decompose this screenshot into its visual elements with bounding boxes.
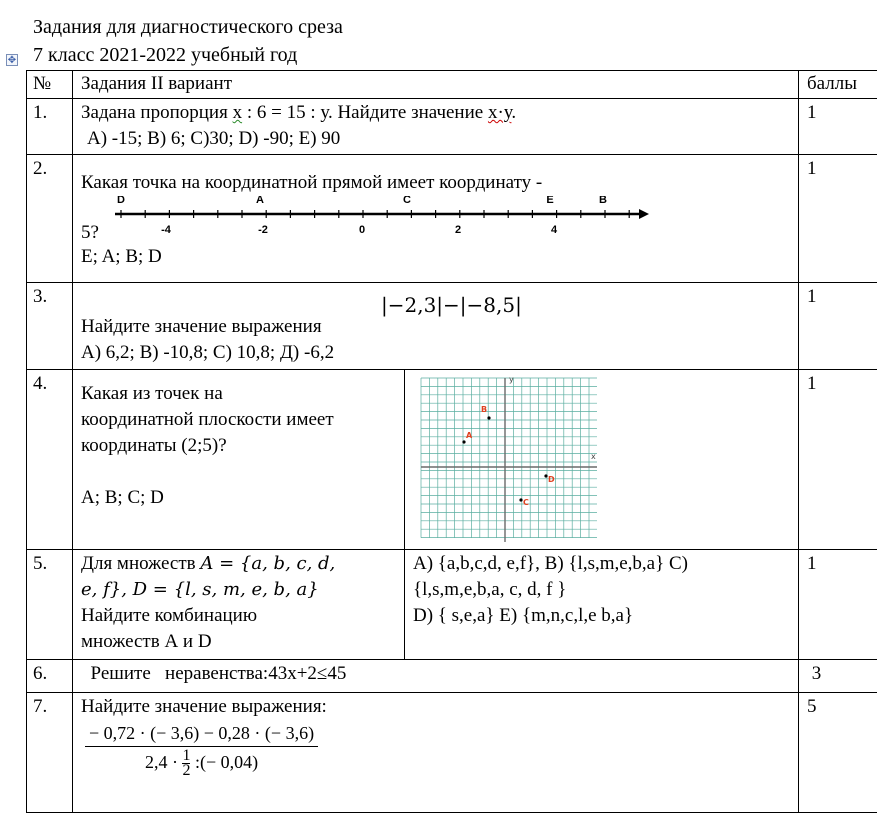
set-definition-cont: e, f}, D = {l, s, m, e, b, a} xyxy=(81,577,398,603)
row-number: 7. xyxy=(27,693,73,813)
set-definition: A = {a, b, c, d, xyxy=(200,553,335,574)
number-line xyxy=(111,196,671,244)
row-number: 6. xyxy=(27,660,73,693)
task-text: Задана пропорция х : 6 = 15 : у. Найдите значение х·у. xyxy=(81,102,516,123)
task-cell xyxy=(73,99,799,155)
table-row xyxy=(27,660,877,693)
task-text-line: Найдите комбинацию xyxy=(81,603,398,629)
answer-line: D) { s,e,a} E) {m,n,c,l,e b,a} xyxy=(413,603,792,629)
task-cell: Для множеств A = {a, b, c, d, e, f}, D = {l, s, m, e, b, a} Найдите комбинацию множеств А и D xyxy=(73,550,405,660)
tick-label: 0 xyxy=(359,224,365,236)
row-number: 1. xyxy=(27,99,73,155)
table-header-row xyxy=(27,71,877,99)
table-row xyxy=(27,99,877,155)
task-cell xyxy=(73,370,405,550)
point-label-b: B xyxy=(599,196,607,206)
answer-line: {l,s,m,e,b,a, c, d, f } xyxy=(413,577,792,603)
header-num: № xyxy=(27,71,73,99)
task-text-tail: 5? xyxy=(81,220,99,246)
table-row xyxy=(27,550,877,660)
coordinate-plane xyxy=(417,374,597,544)
graph-cell xyxy=(405,370,799,550)
header-points: баллы xyxy=(799,71,877,99)
task-text-line: множеств А и D xyxy=(81,629,398,655)
answer-options: А) -15; В) 6; С)30; D) -90; Е) 90 xyxy=(81,126,792,152)
row-number: 3. xyxy=(27,283,73,370)
tasks-table xyxy=(26,70,877,813)
axis-x-label: x xyxy=(591,452,596,461)
tick-label: 2 xyxy=(455,224,461,236)
task-cell xyxy=(73,155,799,283)
answer-line: A) {a,b,c,d, e,f}, B) {l,s,m,e,b,a} C) xyxy=(413,551,792,577)
point-label-d: D xyxy=(548,475,555,484)
axis-y-label: y xyxy=(509,375,514,384)
answer-options: A; B; C; D xyxy=(81,485,398,511)
table-row xyxy=(27,155,877,283)
move-handle-icon[interactable]: ✥ xyxy=(6,54,18,66)
absolute-expression: |−2,3|−|−8,5| xyxy=(381,292,522,318)
points-cell: 5 xyxy=(799,693,877,813)
points-cell: 1 xyxy=(799,155,877,283)
expression-fraction xyxy=(85,720,318,778)
answer-options: А) 6,2; В) -10,8; С) 10,8; Д) -6,2 xyxy=(81,340,792,366)
tick-label: 4 xyxy=(551,224,558,236)
task-text: Найдите значение выражения xyxy=(81,314,792,340)
task-text: Найдите значение выражения: xyxy=(81,694,792,720)
point-label-d: D xyxy=(117,196,125,206)
task-cell xyxy=(73,693,799,813)
point-label-c: C xyxy=(523,498,529,507)
fraction-numerator: − 0,72 · (− 3,6) − 0,28 · (− 3,6) xyxy=(85,720,318,747)
task-text-line: координатной плоскости имеет xyxy=(81,407,398,433)
header-task: Задания II вариант xyxy=(73,71,799,99)
task-text: Какая точка на координатной прямой имеет координату - xyxy=(81,170,792,196)
task-text-line: Какая из точек на xyxy=(81,381,398,407)
tick-label: -2 xyxy=(258,224,268,236)
point-label-c: C xyxy=(403,196,411,206)
points-cell: 1 xyxy=(799,283,877,370)
point-label-a: A xyxy=(466,431,473,440)
row-number: 5. xyxy=(27,550,73,660)
point-label-b: B xyxy=(481,405,487,414)
points-cell: 1 xyxy=(799,550,877,660)
points-cell: 1 xyxy=(799,99,877,155)
answers-cell xyxy=(405,550,799,660)
task-cell: Решите неравенства:43х+2≤45 xyxy=(73,660,799,693)
answer-options: E; A; B; D xyxy=(81,244,792,270)
point-label-a: A xyxy=(256,196,264,206)
task-cell xyxy=(73,283,799,370)
point-label-e: E xyxy=(546,196,553,206)
point-b xyxy=(487,416,490,419)
row-number: 4. xyxy=(27,370,73,550)
document-subtitle: 7 класс 2021-2022 учебный год xyxy=(33,44,297,67)
fraction-denominator: 2,4 · $\frac{1}{2}$ :(− 0,04) xyxy=(85,747,318,778)
table-row xyxy=(27,283,877,370)
task-text-line: координаты (2;5)? xyxy=(81,433,398,459)
points-cell: 1 xyxy=(799,370,877,550)
document-title: Задания для диагностического среза xyxy=(33,16,343,39)
table-row xyxy=(27,370,877,550)
points-cell: 3 xyxy=(799,660,877,693)
tick-label: -4 xyxy=(161,224,172,236)
point-a xyxy=(462,440,465,443)
table-row xyxy=(27,693,877,813)
row-number: 2. xyxy=(27,155,73,283)
